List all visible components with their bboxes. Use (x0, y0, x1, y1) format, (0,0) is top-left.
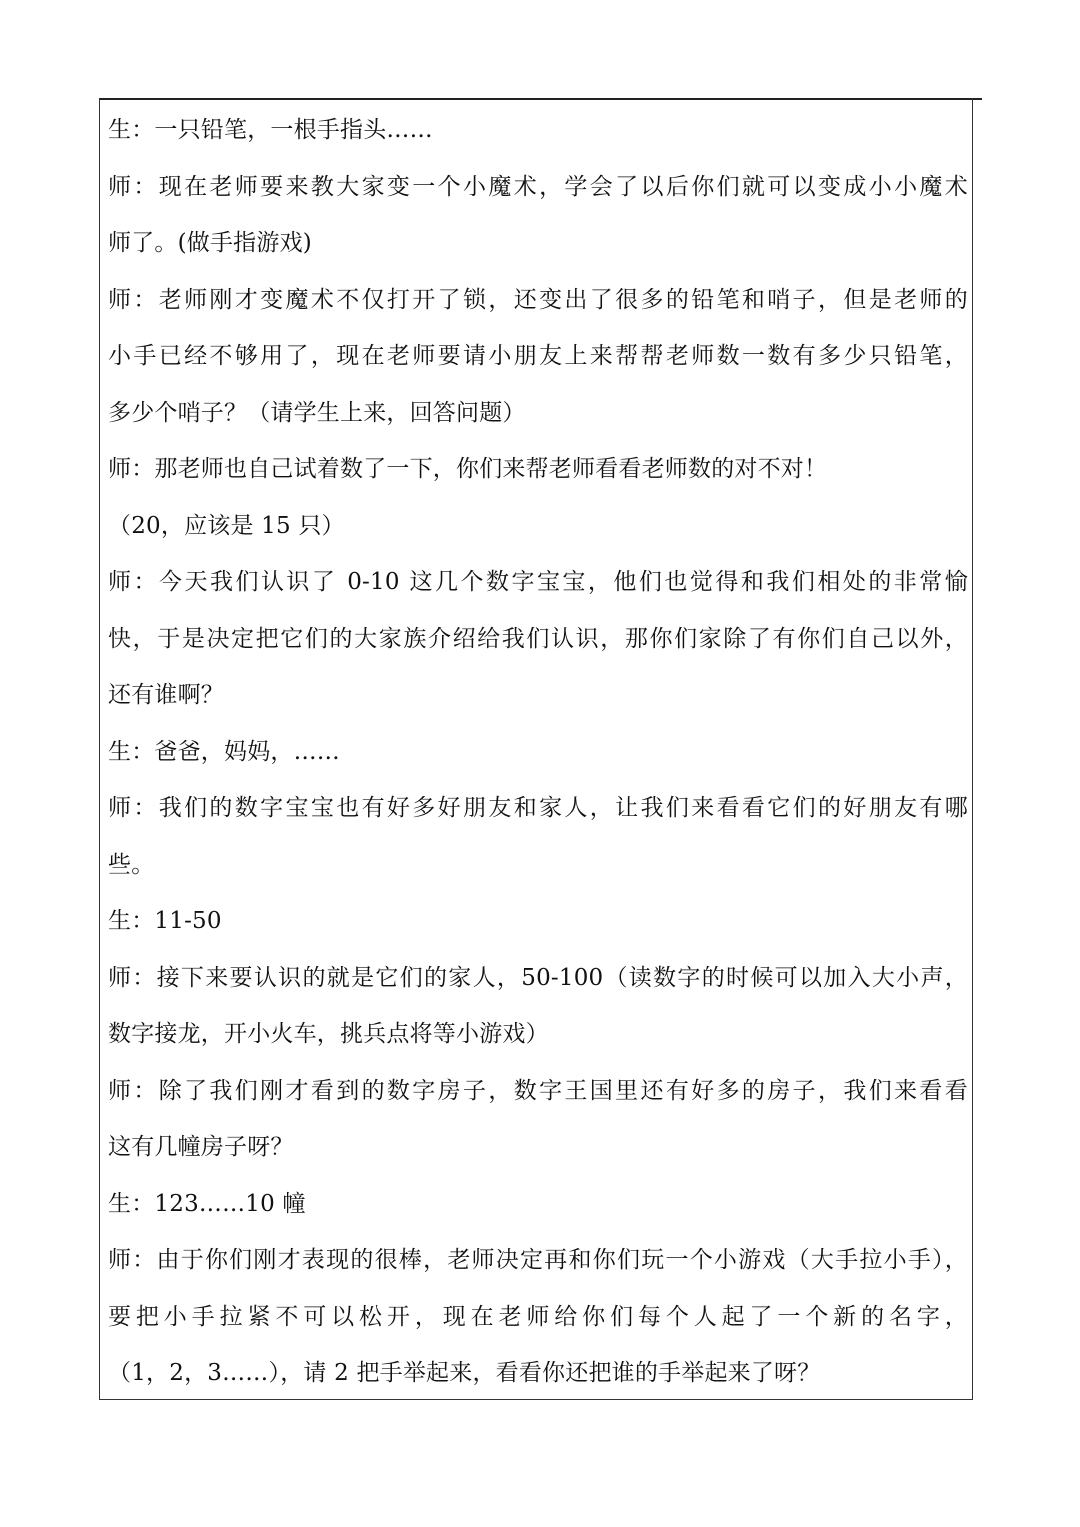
text-line: 师：今天我们认识了 0-10 这几个数字宝宝，他们也觉得和我们相处的非常愉 (108, 569, 968, 595)
text-line: 数字接龙，开小火车，挑兵点将等小游戏） (108, 1021, 549, 1047)
lesson-transcript (108, 102, 968, 1402)
text-line: 师：由于你们刚才表现的很棒，老师决定再和你们玩一个小游戏（大手拉小手）， (108, 1247, 968, 1273)
text-line: 些。 (108, 851, 155, 878)
text-line: 师：除了我们刚才看到的数字房子，数字王国里还有好多的房子，我们来看看 (108, 1077, 968, 1104)
text-line: 小手已经不够用了，现在老师要请小朋友上来帮帮老师数一数有多少只铅笔， (108, 343, 968, 369)
text-line: 快，于是决定把它们的大家族介绍给我们认识，那你们家除了有你们自己以外， (108, 625, 968, 652)
text-line: 师：接下来要认识的就是它们的家人，50-100（读数字的时候可以加入大小声， (108, 964, 968, 991)
text-line: 生：爸爸，妈妈，…… (108, 738, 340, 765)
text-line: 生：123……10 幢 (108, 1190, 306, 1217)
text-line: 生：一只铅笔，一根手指头…… (108, 117, 433, 143)
text-line: 还有谁啊？ (108, 682, 224, 708)
text-line: 多少个哨子？（请学生上来，回答问题） (108, 399, 526, 426)
text-line: 这有几幢房子呀？ (108, 1134, 294, 1160)
text-line: 要把小手拉紧不可以松开，现在老师给你们每个人起了一个新的名字， (108, 1303, 968, 1330)
text-line: 师：我们的数字宝宝也有好多好朋友和家人，让我们来看看它们的好朋友有哪 (108, 795, 968, 821)
text-line: （1，2，3……），请 2 把手举起来，看看你还把谁的手举起来了呀？ (108, 1360, 821, 1386)
text-line: 师了。(做手指游戏) (108, 230, 312, 256)
text-line: 师：那老师也自己试着数了一下，你们来帮老师看看老师数的对不对！ (108, 456, 828, 482)
text-line: 师：老师刚才变魔术不仅打开了锁，还变出了很多的铅笔和哨子，但是老师的 (108, 286, 968, 313)
text-line: 生：11-50 (108, 908, 222, 934)
text-line: （20，应该是 15 只） (108, 512, 345, 539)
text-line: 师：现在老师要来教大家变一个小魔术，学会了以后你们就可以变成小小魔术 (108, 173, 968, 200)
